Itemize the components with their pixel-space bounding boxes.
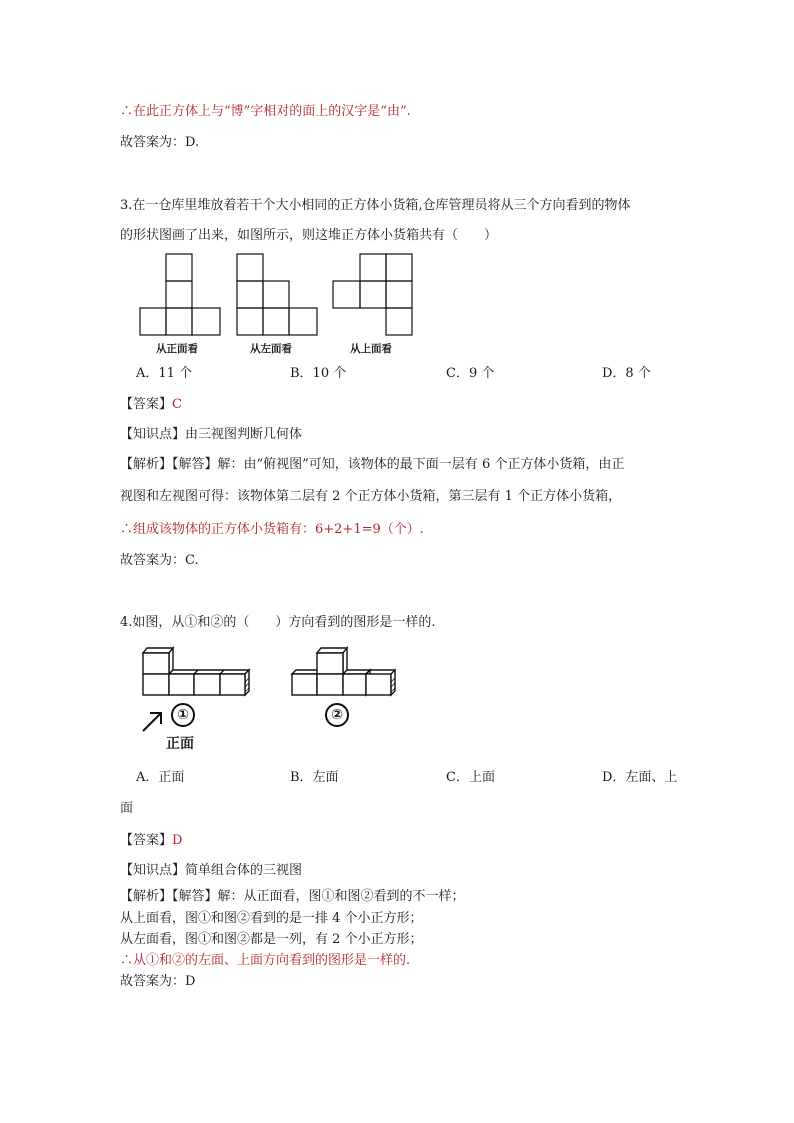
prev-answer-line: 故答案为：D.	[120, 135, 200, 150]
q4-label-2: ②	[325, 703, 349, 727]
q4-final-answer: 故答案为：D	[120, 974, 196, 989]
q4-kp-value: 简单组合体的三视图	[185, 863, 303, 878]
q3-answer	[120, 396, 182, 414]
q3-knowledge-point	[120, 426, 302, 444]
arrow-up-right-icon	[140, 708, 166, 734]
q4-option-b: B．左面	[290, 770, 339, 785]
q3-option-d: D．8 个	[602, 366, 651, 381]
q4-conclusion: ∴从①和②的左面、上面方向看到的图形是一样的.	[120, 953, 411, 968]
q3-conclusion: ∴组成该物体的正方体小货箱有：6+2+1=9（个）.	[120, 522, 424, 537]
q4-analysis-line3: 从左面看，图①和图②都是一列，有 2 个小正方形；	[120, 932, 423, 947]
q3-kp-value: 由三视图判断几何体	[185, 427, 303, 442]
q4-label-1: ①	[171, 703, 195, 727]
q3-three-views-figure	[130, 250, 430, 345]
q3-option-a: A．11 个	[136, 366, 193, 381]
q4-figure-1	[143, 648, 249, 695]
q3-caption-top: 从上面看	[350, 343, 392, 355]
q3-answer-tag: 【答案】	[120, 397, 173, 412]
q4-analysis-text1: 解：从正面看，图①和图②看到的不一样；	[217, 889, 465, 904]
q4-cubes-figure	[135, 643, 415, 703]
q3-front-view	[140, 254, 220, 335]
q4-answer-tag: 【答案】	[120, 833, 173, 848]
q3-analysis-line1	[120, 456, 624, 474]
q4-figure-2	[292, 648, 395, 695]
q3-analysis-tag: 【解析】【解答】	[120, 457, 218, 472]
q3-analysis-text1: 解：由“俯视图”可知，该物体的最下面一层有 6 个正方体小货箱，由正	[217, 457, 625, 472]
q3-caption-front: 从正面看	[156, 343, 198, 355]
q3-stem-line2: 的形状图画了出来，如图所示，则这堆正方体小货箱共有（ ）	[120, 228, 498, 243]
q4-stem: 4.如图，从①和②的（ ）方向看到的图形是一样的.	[120, 615, 436, 630]
q3-kp-tag: 【知识点】	[120, 427, 186, 442]
q3-left-view	[237, 254, 317, 335]
q4-option-d-wrap: 面	[120, 801, 134, 816]
q3-top-view	[333, 254, 412, 335]
prev-conclusion: ∴在此正方体上与“博”字相对的面上的汉字是“由”.	[120, 104, 411, 119]
q4-analysis-line1	[120, 888, 465, 906]
q4-kp-tag: 【知识点】	[120, 863, 186, 878]
q4-front-label: 正面	[166, 736, 194, 752]
q3-analysis-line2: 视图和左视图可得：该物体第二层有 2 个正方体小货箱，第三层有 1 个正方体小货箱，	[120, 489, 622, 504]
q3-stem-line1: 3.在一仓库里堆放着若干个大小相同的正方体小货箱,仓库管理员将从三个方向看到的物体	[120, 198, 631, 213]
q3-final-answer: 故答案为：C.	[120, 553, 199, 568]
q4-analysis-tag: 【解析】【解答】	[120, 889, 218, 904]
q4-knowledge-point	[120, 862, 302, 880]
q4-option-c: C．上面	[446, 770, 495, 785]
q3-option-c: C．9 个	[446, 366, 495, 381]
q3-caption-left: 从左面看	[250, 343, 292, 355]
q4-answer	[120, 832, 182, 850]
q4-answer-value: D	[172, 833, 183, 848]
q4-analysis-line2: 从上面看，图①和图②看到的是一排 4 个小正方形；	[120, 911, 423, 926]
q4-option-a: A．正面	[136, 770, 185, 785]
q3-option-b: B．10 个	[290, 366, 347, 381]
q3-answer-value: C	[172, 397, 182, 412]
q4-option-d: D．左面、上	[602, 770, 678, 785]
